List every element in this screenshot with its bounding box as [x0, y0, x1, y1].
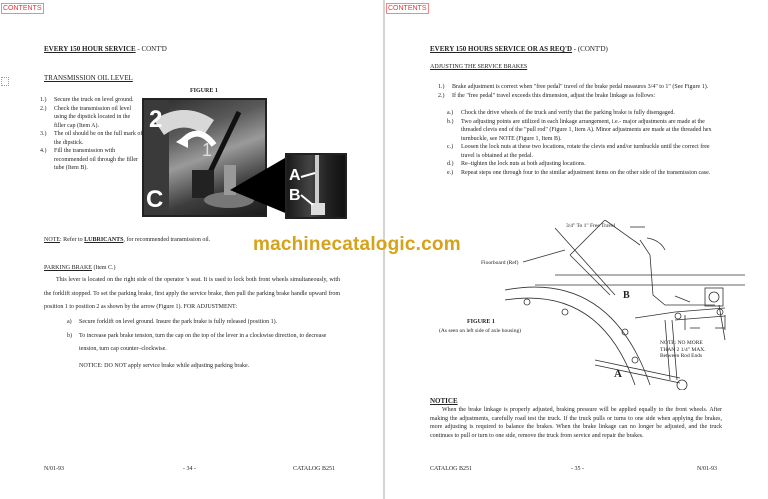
service-brake-steps	[438, 83, 723, 100]
step-item: 1.) Brake adjustment is correct when "free pedal" travel of the brake pedal measures 3/4" to 1" (See Figure 1).	[438, 84, 709, 90]
substep-item: c.) Loosen the lock nuts at these two locations, rotate the clevis end and/or turnbuckle until the correct free travel is obtained at the pedal.	[447, 144, 710, 159]
note-rod-ends: NOTE: NO MORE THAN 2 1/4" MAX. Between Rod Ends	[660, 340, 706, 359]
adjustment-item: a) Secure forklift on level ground. Insure the park brake is fully released (position 1).	[67, 319, 278, 325]
footer-left: CATALOG B251	[430, 466, 473, 472]
substep-item: b.) Two adjusting points are utilized in each linkage arrangement, i.e.- major adjustments are made at the threaded clevis end of the "pull rod" (Figure 1, Item A). Minor adjustments are made at the threaded hex turnbuckle, see NOTE (Figure 1, Item B).	[447, 118, 712, 142]
section-title-parking-brake: PARKING BRAKE (Item C.)	[44, 265, 116, 271]
adjustment-items	[67, 316, 339, 357]
substep-item: e.) Repeat steps one through four to the similar adjustment items on the other side of the transmission case.	[447, 169, 711, 176]
parking-brake-notice: NOTICE: DO NOT apply service brake while adjusting parking brake.	[79, 363, 250, 369]
page-header	[44, 45, 167, 53]
notice-text: When the brake linkage is properly adjusted, braking pressure will be applied equally to the front wheels. After making the adjustments, carefully road test the truck. If the truck pulls or turns to one side when applying the brakes, more adjusting is required to balance the brakes. When the brake linkage can no longer be adjusted, and the truck continues to pull or turn to one side, remove the truck from service and repair the brakes.	[430, 407, 722, 439]
label-a: A	[289, 167, 301, 184]
transmission-steps	[40, 96, 143, 173]
watermark: machinecatalogic.com	[253, 234, 461, 255]
label-position-2: 2	[149, 106, 163, 133]
footer-left: N/01-93	[44, 466, 64, 472]
step-item: 1.) Secure the truck on level ground.	[40, 97, 134, 103]
adjustment-item: b) To increase park brake tension, turn the cap on the top of the lever in a clockwise direction, to decrease tension, turn cap counter–clockwise.	[67, 332, 327, 353]
figure-caption: FIGURE 1	[190, 88, 218, 94]
notice-title: NOTICE	[430, 397, 458, 405]
label-item-b: B	[623, 290, 630, 301]
page-header: EVERY 150 HOURS SERVICE OR AS REQ'D - (CONT'D)	[430, 45, 608, 53]
label-floorboard: Floorboard (Ref)	[481, 260, 519, 266]
footer-page-number: - 35 -	[571, 466, 584, 472]
brake-linkage-diagram-icon	[475, 220, 745, 390]
note-lubricants: NOTE: Refer to LUBRICANTS, for recommended transmission oil.	[44, 237, 211, 243]
label-free-travel: 3/4" To 1" Free Travel	[566, 223, 616, 229]
bookmark-marker-icon	[1, 77, 9, 86]
footer-page-number: - 34 -	[183, 466, 196, 472]
step-item: 2.) Check the transmission oil level using the dipstick located in the filler cap (Item A).	[40, 105, 131, 129]
footer-right: CATALOG B251	[293, 466, 336, 472]
header-suffix: - CONT'D	[135, 45, 167, 53]
contents-link[interactable]: CONTENTS	[3, 5, 42, 12]
footer-right: N/01-93	[697, 466, 717, 472]
header-title: EVERY 150 HOUR SERVICE	[44, 45, 136, 53]
contents-link[interactable]: CONTENTS	[388, 5, 427, 12]
label-item-a: A	[614, 368, 622, 380]
figure-caption: FIGURE 1	[467, 319, 495, 325]
label-b: B	[289, 187, 301, 204]
lubricants-link[interactable]: LUBRICANTS	[84, 237, 124, 243]
parking-brake-paragraph: This lever is located on the right side of the operator 's seat. It is used to lock both front wheels simultaneously, with the forklift stopped. To set the parking brake, first apply the service brake, then pull the parking brake handle upward from position 1 to position 2 as shown by the arrow (Figure 1). FOR ADJUSTMENT:	[44, 277, 340, 311]
dipstick-icon	[287, 155, 345, 217]
substep-item: d.) Re–tighten the lock nuts at both adjusting locations.	[447, 161, 586, 167]
step-item: 2.) If the "free pedal" travel exceeds this dimension, adjust the brake linkage as follows:	[438, 92, 656, 99]
figure-inset-photo	[285, 153, 347, 219]
label-position-1: 1	[202, 140, 213, 160]
service-brake-substeps	[447, 109, 721, 177]
label-c: C	[146, 186, 164, 213]
figure-subcaption: (As seen on left side of axle housing)	[439, 328, 522, 334]
substep-item: a.) Chock the drive wheels of the truck and verify that the parking brake is fully disengaged.	[447, 110, 675, 116]
step-item: 4.) Fill the transmission with recommended oil through the filler tube (Item B).	[40, 148, 138, 171]
section-title-transmission: TRANSMISSION OIL LEVEL	[44, 74, 133, 82]
step-item: 3.) The oil should be on the full mark of the dipstick.	[40, 131, 143, 146]
section-title-service-brakes: ADJUSTING THE SERVICE BRAKES	[430, 64, 528, 70]
